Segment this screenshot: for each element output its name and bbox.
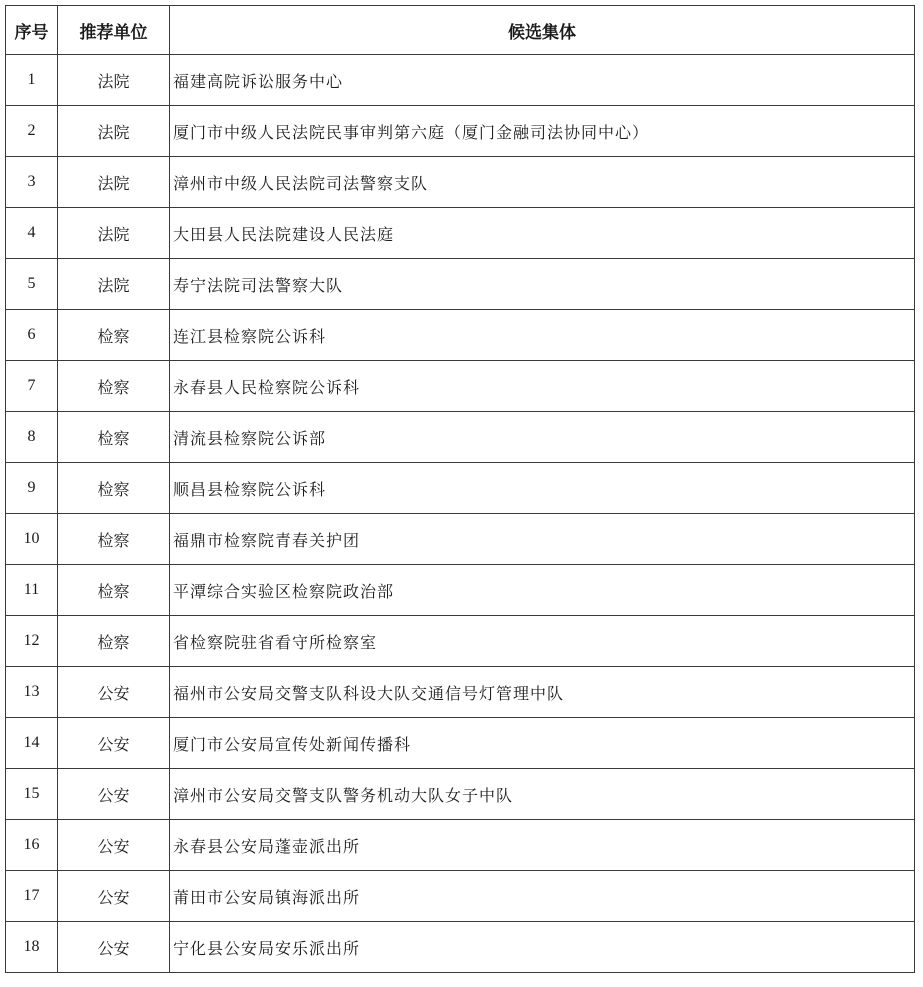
cell-candidate-collective: 厦门市中级人民法院民事审判第六庭（厦门金融司法协同中心） bbox=[170, 106, 915, 157]
cell-candidate-collective: 顺昌县检察院公诉科 bbox=[170, 463, 915, 514]
cell-serial-number: 12 bbox=[6, 616, 58, 667]
cell-recommending-unit: 法院 bbox=[58, 157, 170, 208]
table-row bbox=[6, 616, 915, 667]
cell-recommending-unit: 检察 bbox=[58, 412, 170, 463]
table-row bbox=[6, 565, 915, 616]
table-header bbox=[6, 6, 915, 55]
cell-serial-number: 14 bbox=[6, 718, 58, 769]
cell-serial-number: 15 bbox=[6, 769, 58, 820]
cell-candidate-collective: 平潭综合实验区检察院政治部 bbox=[170, 565, 915, 616]
cell-recommending-unit: 公安 bbox=[58, 718, 170, 769]
cell-candidate-collective: 大田县人民法院建设人民法庭 bbox=[170, 208, 915, 259]
table-body bbox=[6, 55, 915, 973]
table-row bbox=[6, 106, 915, 157]
cell-serial-number: 4 bbox=[6, 208, 58, 259]
cell-recommending-unit: 公安 bbox=[58, 820, 170, 871]
candidate-collectives-table bbox=[5, 5, 915, 973]
table-row bbox=[6, 820, 915, 871]
table-row bbox=[6, 157, 915, 208]
cell-candidate-collective: 福鼎市检察院青春关护团 bbox=[170, 514, 915, 565]
cell-recommending-unit: 检察 bbox=[58, 310, 170, 361]
cell-candidate-collective: 清流县检察院公诉部 bbox=[170, 412, 915, 463]
cell-candidate-collective: 永春县人民检察院公诉科 bbox=[170, 361, 915, 412]
cell-candidate-collective: 福建高院诉讼服务中心 bbox=[170, 55, 915, 106]
table-row bbox=[6, 208, 915, 259]
cell-serial-number: 5 bbox=[6, 259, 58, 310]
cell-serial-number: 9 bbox=[6, 463, 58, 514]
table-row bbox=[6, 718, 915, 769]
cell-recommending-unit: 检察 bbox=[58, 565, 170, 616]
cell-recommending-unit: 检察 bbox=[58, 616, 170, 667]
cell-recommending-unit: 检察 bbox=[58, 361, 170, 412]
header-candidate-collective: 候选集体 bbox=[170, 6, 915, 55]
cell-candidate-collective: 连江县检察院公诉科 bbox=[170, 310, 915, 361]
table-row bbox=[6, 463, 915, 514]
cell-serial-number: 18 bbox=[6, 922, 58, 973]
cell-recommending-unit: 法院 bbox=[58, 259, 170, 310]
cell-recommending-unit: 法院 bbox=[58, 55, 170, 106]
table-row bbox=[6, 769, 915, 820]
cell-candidate-collective: 漳州市公安局交警支队警务机动大队女子中队 bbox=[170, 769, 915, 820]
cell-serial-number: 10 bbox=[6, 514, 58, 565]
table-row bbox=[6, 922, 915, 973]
cell-candidate-collective: 宁化县公安局安乐派出所 bbox=[170, 922, 915, 973]
header-row bbox=[6, 6, 915, 55]
cell-serial-number: 1 bbox=[6, 55, 58, 106]
table-row bbox=[6, 310, 915, 361]
table-row bbox=[6, 871, 915, 922]
cell-candidate-collective: 省检察院驻省看守所检察室 bbox=[170, 616, 915, 667]
cell-candidate-collective: 厦门市公安局宣传处新闻传播科 bbox=[170, 718, 915, 769]
cell-recommending-unit: 法院 bbox=[58, 208, 170, 259]
cell-recommending-unit: 法院 bbox=[58, 106, 170, 157]
cell-serial-number: 13 bbox=[6, 667, 58, 718]
table-row bbox=[6, 55, 915, 106]
cell-serial-number: 6 bbox=[6, 310, 58, 361]
cell-recommending-unit: 公安 bbox=[58, 667, 170, 718]
table-row bbox=[6, 514, 915, 565]
table-row bbox=[6, 361, 915, 412]
cell-serial-number: 8 bbox=[6, 412, 58, 463]
header-serial-number: 序号 bbox=[6, 6, 58, 55]
cell-recommending-unit: 公安 bbox=[58, 769, 170, 820]
header-recommending-unit: 推荐单位 bbox=[58, 6, 170, 55]
table-row bbox=[6, 412, 915, 463]
cell-recommending-unit: 检察 bbox=[58, 463, 170, 514]
cell-serial-number: 2 bbox=[6, 106, 58, 157]
cell-candidate-collective: 漳州市中级人民法院司法警察支队 bbox=[170, 157, 915, 208]
cell-serial-number: 3 bbox=[6, 157, 58, 208]
cell-serial-number: 7 bbox=[6, 361, 58, 412]
cell-candidate-collective: 莆田市公安局镇海派出所 bbox=[170, 871, 915, 922]
cell-recommending-unit: 检察 bbox=[58, 514, 170, 565]
cell-candidate-collective: 福州市公安局交警支队科设大队交通信号灯管理中队 bbox=[170, 667, 915, 718]
cell-serial-number: 17 bbox=[6, 871, 58, 922]
cell-candidate-collective: 寿宁法院司法警察大队 bbox=[170, 259, 915, 310]
cell-serial-number: 16 bbox=[6, 820, 58, 871]
table-row bbox=[6, 259, 915, 310]
cell-serial-number: 11 bbox=[6, 565, 58, 616]
cell-candidate-collective: 永春县公安局蓬壶派出所 bbox=[170, 820, 915, 871]
cell-recommending-unit: 公安 bbox=[58, 922, 170, 973]
cell-recommending-unit: 公安 bbox=[58, 871, 170, 922]
table-row bbox=[6, 667, 915, 718]
